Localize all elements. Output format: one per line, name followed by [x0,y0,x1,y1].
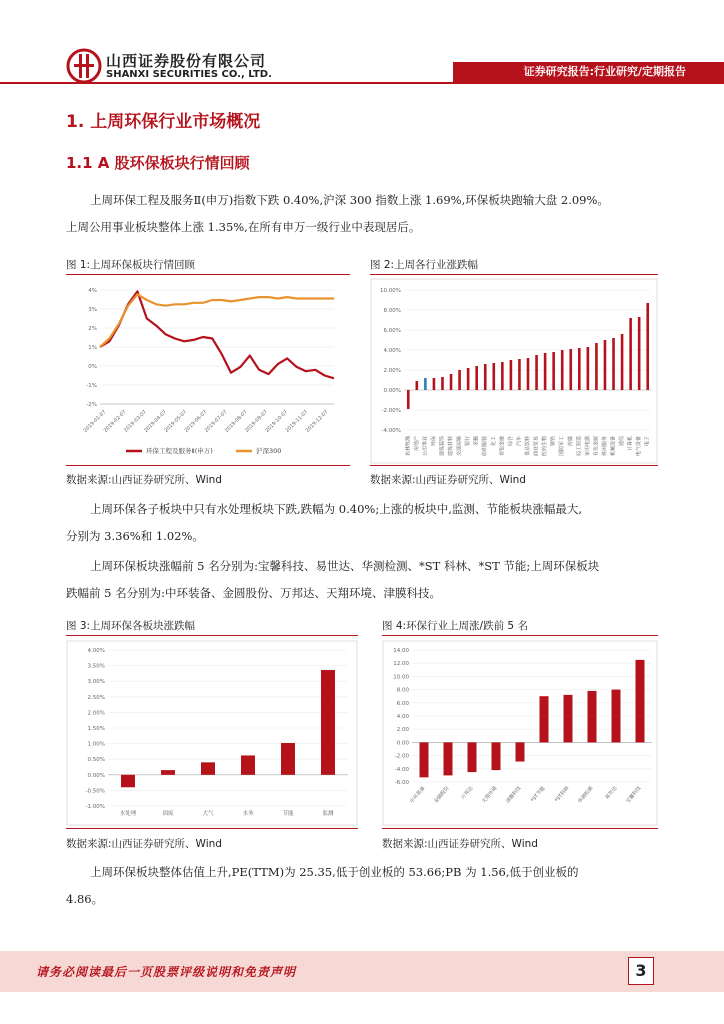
y-tick-label: 3.00% [87,679,105,686]
y-tick-label: 8.00% [383,308,401,314]
bar [121,775,135,787]
report-type-banner: 证券研究报告:行业研究/定期报告 [453,62,724,82]
x-tick-label: 通信 [619,436,626,447]
bar [468,742,477,772]
x-tick-label: 天翔环境 [481,785,499,805]
y-tick-label: -2.00 [394,753,409,760]
bar [587,347,590,390]
x-tick-label: 2019-10-07 [264,409,290,434]
page-number: 3 [628,957,654,985]
x-tick-label: 房地产 [413,436,420,452]
figure-4-top-rule [382,635,658,636]
company-name-en: SHANXI SECURITIES CO., LTD. [106,69,272,80]
y-tick-label: 2.50% [87,694,105,701]
x-tick-label: 2019-07-07 [203,409,229,434]
x-tick-label: 环保 [430,436,437,447]
x-tick-label: 水务 [242,811,254,817]
paragraph-3-line-1: 上周环保板块涨幅前 5 名分别为:宝馨科技、易世达、华测检测、*ST 科林、*ST 节能;上周环保板块 [90,559,600,573]
bar [407,390,410,409]
x-tick-label: 传媒 [567,436,574,447]
figure-2-source: 数据来源:山西证券研究所、Wind [370,474,526,486]
x-tick-label: 监测 [322,811,334,817]
bar [588,691,597,742]
section-heading: 1. 上周环保行业市场概况 [66,112,261,132]
x-tick-label: 2019-11-07 [284,409,310,434]
x-tick-label: 金圆股份 [433,785,451,805]
bar [433,378,436,390]
y-tick-label: -6.00 [394,780,409,786]
x-tick-label: 津膜科技 [505,785,523,805]
x-tick-label: 非银金融 [499,436,506,457]
bar [321,670,335,775]
x-tick-label: 公用事业 [422,436,429,457]
y-tick-label: 0.00% [87,772,105,779]
x-tick-label: 家用电器 [584,436,591,457]
bar [604,340,607,390]
y-tick-label: 1.50% [87,726,105,732]
chart-industry-change [370,278,658,464]
bar [510,360,513,390]
y-tick-label: -4.00 [394,766,409,773]
company-logo [66,48,102,84]
bar [492,363,495,390]
x-tick-label: 大气 [202,811,214,817]
y-tick-label: 4.00 [396,714,409,720]
figure-3-top-rule [66,635,358,636]
figure-1-top-rule [66,274,350,275]
y-tick-label: 6.00% [383,328,401,334]
paragraph-2-line-1: 上周环保各子板块中只有水处理板块下跌,跌幅为 0.40%;上涨的板块中,监测、节能板块涨幅最大, [90,502,583,516]
x-tick-label: 商业贸易 [533,436,540,457]
figure-1-title: 图 1:上周环保板块行情回顾 [66,259,196,271]
y-tick-label: 10.00% [380,288,401,294]
figure-1-bottom-rule [66,465,350,466]
x-tick-label: 纺织服装 [482,436,489,457]
figure-3-source: 数据来源:山西证券研究所、Wind [66,838,222,850]
footer-disclaimer: 请务必阅读最后一页股票评级说明和免责声明 [36,965,297,979]
bar [201,762,215,774]
figure-2-bottom-rule [370,465,658,466]
x-tick-label: 医药生物 [542,436,549,457]
y-tick-label: 14.00 [393,648,409,654]
x-tick-label: 宝馨科技 [625,785,643,805]
bar [516,742,525,761]
bar [444,742,453,775]
figure-2-title: 图 2:上周各行业涨跌幅 [370,259,479,271]
figure-3-title: 图 3:上周环保各板块涨跌幅 [66,620,196,632]
paragraph-1-line-1: 上周环保工程及服务Ⅱ(申万)指数下跌 0.40%,沪深 300 指数上涨 1.69%,环保板块跑输大盘 2.09%。 [90,193,609,207]
y-tick-label: 4% [88,288,97,294]
y-tick-label: -2% [86,402,97,408]
x-tick-label: 华测检测 [577,785,595,805]
x-tick-label: 固废 [162,811,174,817]
bar [636,660,645,743]
bar [595,343,598,390]
x-tick-label: 节能 [282,811,294,817]
y-tick-label: -4.00% [381,428,401,434]
y-tick-label: 1.00% [87,741,105,748]
x-tick-label: 交通运输 [456,436,463,457]
bar [281,743,295,775]
header-divider [0,82,724,84]
x-tick-label: *ST节能 [529,785,547,804]
x-tick-label: *ST科林 [553,785,571,804]
y-tick-label: 4.00% [87,648,105,654]
y-tick-label: 4.00% [383,348,401,354]
figure-1-source: 数据来源:山西证券研究所、Wind [66,474,222,486]
x-tick-label: 2019-03-07 [122,409,148,434]
bar [450,374,453,390]
bar [484,364,487,390]
x-tick-label: 农林牧渔 [405,436,412,457]
bar [492,742,501,770]
bar [467,368,470,390]
x-tick-label: 采掘 [473,436,480,447]
paragraph-4-line-2: 4.86。 [66,892,104,906]
y-tick-label: 2.00 [396,727,409,734]
y-tick-label: 3% [88,307,97,313]
x-tick-label: 2019-05-07 [163,409,189,434]
paragraph-4-line-1: 上周环保板块整体估值上升,PE(TTM)为 25.35,低于创业板的 53.66;PB 为 1.56,低于创业板的 [90,865,579,879]
series-line-2 [100,294,334,347]
x-tick-label: 钢铁 [550,436,557,447]
bar [544,353,547,390]
x-tick-label: 轻工制造 [576,436,583,457]
subsection-heading: 1.1 A 股环保板块行情回顾 [66,154,250,172]
y-tick-label: -2.00% [381,408,401,414]
bar [612,338,615,390]
chart-index-trend [66,278,350,464]
x-tick-label: 易世达 [604,785,619,801]
paragraph-2-line-2: 分别为 3.36%和 1.02%。 [66,529,204,543]
y-tick-label: -1% [86,383,97,389]
paragraph-1-line-2: 上周公用事业板块整体上涨 1.35%,在所有申万一级行业中表现居后。 [66,220,421,234]
y-tick-label: -1.00% [85,804,105,810]
company-name-cn: 山西证券股份有限公司 [106,52,267,70]
x-tick-label: 电子 [644,436,651,447]
x-tick-label: 计算机 [627,436,634,452]
bar [501,362,504,390]
y-tick-label: 8.00 [396,687,409,694]
y-tick-label: 0.00 [396,740,409,747]
x-tick-label: 2019-09-07 [244,409,269,434]
x-tick-label: 国防军工 [559,436,566,457]
x-tick-label: 中环装备 [409,785,427,805]
x-tick-label: 机械设备 [610,436,617,457]
x-tick-label: 水处理 [119,811,137,817]
x-tick-label: 建筑材料 [448,436,455,457]
bar [638,317,641,390]
y-tick-label: 2.00% [383,368,401,374]
y-tick-label: 2% [88,326,97,332]
x-tick-label: 化工 [490,436,497,447]
y-tick-label: 3.50% [87,663,105,670]
bar [552,352,555,390]
y-tick-label: 0.00% [383,388,401,394]
bar [527,358,530,390]
figure-4-title: 图 4:环保行业上周涨/跌前 5 名 [382,620,528,632]
y-tick-label: 6.00 [396,700,409,707]
chart-frame [67,641,357,825]
y-tick-label: -0.50% [85,788,105,795]
legend-label: 沪深300 [256,447,282,455]
bar [629,318,632,390]
bar [564,695,573,743]
bar [161,770,175,775]
y-tick-label: 2.00% [87,710,105,717]
bar [416,381,419,390]
figure-2-top-rule [370,274,658,275]
y-tick-label: 12.00 [393,661,409,668]
bar [518,359,521,390]
y-tick-label: 1% [88,345,97,351]
x-tick-label: 建筑装饰 [439,436,446,457]
x-tick-label: 有色金属 [593,436,600,457]
bar [612,690,621,743]
y-tick-label: 10.00 [393,674,409,681]
figure-4-bottom-rule [382,828,658,829]
x-tick-label: 2019-02-07 [102,409,128,434]
bar [475,366,478,390]
bar [241,755,255,774]
x-tick-label: 万邦达 [460,785,475,801]
bar [420,742,429,777]
bar [569,349,572,390]
x-tick-label: 2019-06-07 [183,409,209,434]
bar [621,334,624,390]
x-tick-label: 2019-04-07 [143,409,168,434]
x-tick-label: 电气设备 [636,436,643,457]
bar [578,348,581,390]
x-tick-label: 2019-08-07 [223,409,249,434]
x-tick-label: 综合 [507,436,514,447]
bar [441,377,444,390]
x-tick-label: 食品饮料 [525,436,531,457]
series-line-1 [100,291,334,378]
bar [561,350,564,390]
legend-label: 环保工程及服务Ⅱ(申万) [146,447,213,455]
chart-subsector-change [66,640,358,826]
paragraph-3-line-2: 跌幅前 5 名分别为:中环装备、金圆股份、万邦达、天翔环境、津膜科技。 [66,586,441,600]
bar [540,696,549,742]
x-tick-label: 汽车 [516,436,523,447]
bar [646,303,649,390]
bar [535,355,538,390]
chart-top5-stocks [382,640,658,826]
x-tick-label: 休闲服务 [601,436,608,457]
figure-4-source: 数据来源:山西证券研究所、Wind [382,838,538,850]
x-tick-label: 2019-12-07 [304,409,330,434]
figure-3-bottom-rule [66,828,358,829]
bar [424,378,427,390]
x-tick-label: 2019-01-07 [82,409,108,434]
y-tick-label: 0.50% [87,757,105,764]
y-tick-label: 0% [88,364,97,370]
x-tick-label: 银行 [465,436,472,447]
bar [458,370,461,390]
